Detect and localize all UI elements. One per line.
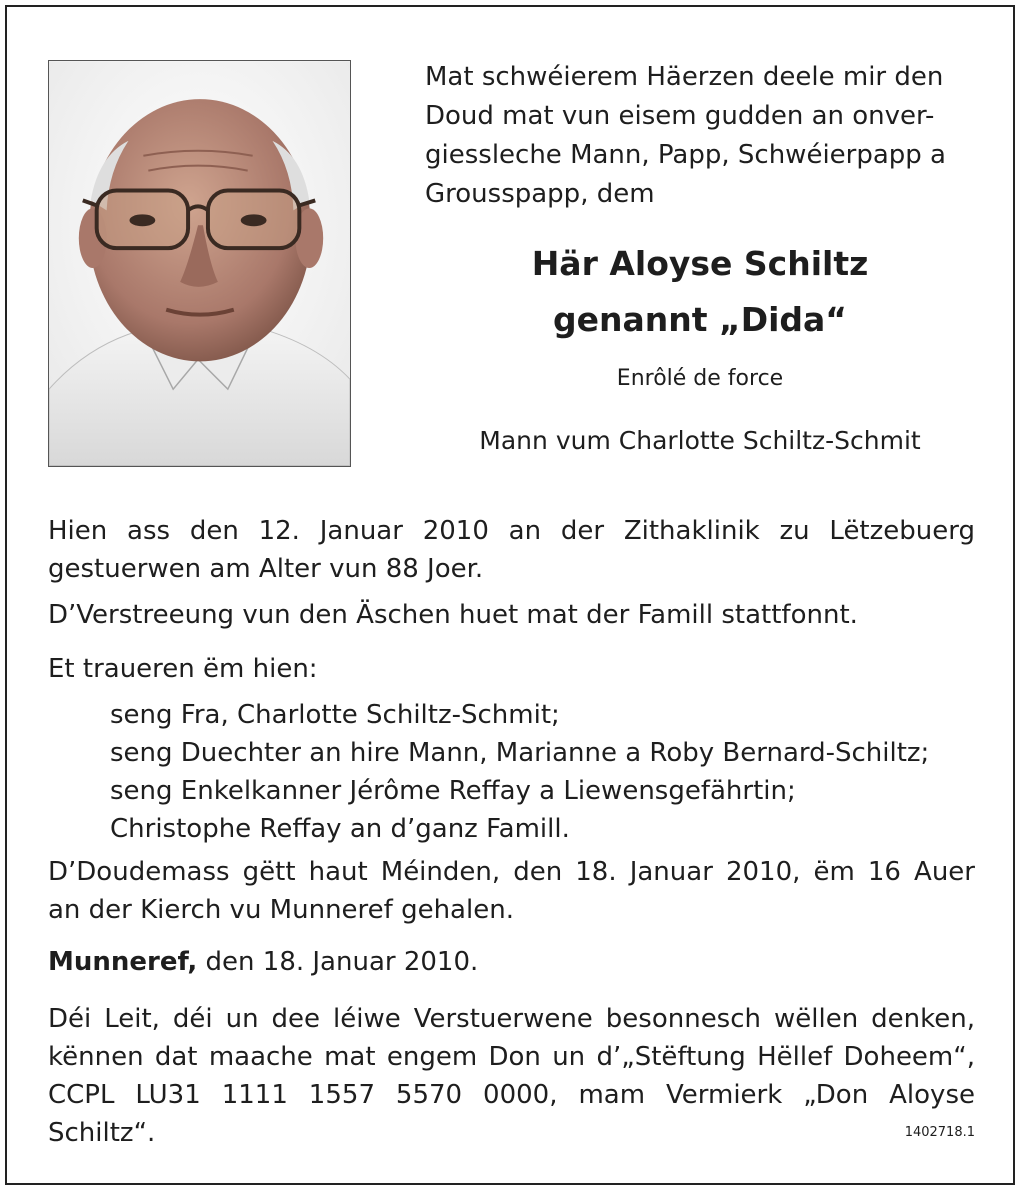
donation-line: CCPL LU31 1111 1557 5570 0000, mam Vermierk „Don Aloyse xyxy=(48,1080,975,1110)
ashes-note xyxy=(48,596,975,634)
portrait-photo xyxy=(48,60,351,467)
death-announcement xyxy=(48,512,975,588)
deceased-subtitle: Enrôlé de force xyxy=(616,366,784,391)
intro-line: Grousspapp, dem xyxy=(425,179,655,209)
list-item: seng Enkelkanner Jérôme Reffay a Liewensgefährtin; xyxy=(110,776,796,806)
donation-line: Schiltz“. xyxy=(48,1118,156,1148)
mass-line: D’Doudemass gëtt haut Méinden, den 18. Januar 2010, ëm 16 Auer xyxy=(48,857,975,887)
mourners-list xyxy=(110,696,929,848)
funeral-mass-notice xyxy=(48,853,975,929)
mourners-intro xyxy=(48,650,975,688)
intro-line: Doud mat vun eisem gudden an onver- xyxy=(425,101,935,131)
date-text: den 18. Januar 2010. xyxy=(197,947,479,977)
place-date xyxy=(48,943,975,981)
donation-notice xyxy=(48,1000,975,1152)
death-line: gestuerwen am Alter vun 88 Joer. xyxy=(48,554,484,584)
intro-line: giessleche Mann, Papp, Schwéierpapp a xyxy=(425,140,946,170)
place-name: Munneref, xyxy=(48,947,198,977)
death-line: Hien ass den 12. Januar 2010 an der Zithaklinik zu Lëtzebuerg xyxy=(48,516,975,546)
donation-line: Déi Leit, déi un dee léiwe Verstuerwene besonnesch wëllen denken, xyxy=(48,1004,975,1034)
mourners-intro-line: Et traueren ëm hien: xyxy=(48,654,318,684)
deceased-name: Här Aloyse Schiltz xyxy=(531,244,869,283)
intro-text xyxy=(425,58,985,214)
reference-number: 1402718.1 xyxy=(904,1125,975,1140)
ashes-line: D’Verstreeung vun den Äschen huet mat der Famill stattfonnt. xyxy=(48,600,858,630)
deceased-nickname: genannt „Dida“ xyxy=(553,300,847,339)
deceased-spouse: Mann vum Charlotte Schiltz-Schmit xyxy=(479,426,921,455)
portrait-illustration xyxy=(49,61,350,466)
list-item: Christophe Reffay an d’ganz Famill. xyxy=(110,814,570,844)
list-item: seng Fra, Charlotte Schiltz-Schmit; xyxy=(110,700,560,730)
donation-line: kënnen dat maache mat engem Don un d’„Stëftung Hëllef Doheem“, xyxy=(48,1042,975,1072)
mass-line: an der Kierch vu Munneref gehalen. xyxy=(48,895,514,925)
list-item: seng Duechter an hire Mann, Marianne a Roby Bernard-Schiltz; xyxy=(110,738,930,768)
intro-line: Mat schwéierem Häerzen deele mir den xyxy=(425,62,944,92)
